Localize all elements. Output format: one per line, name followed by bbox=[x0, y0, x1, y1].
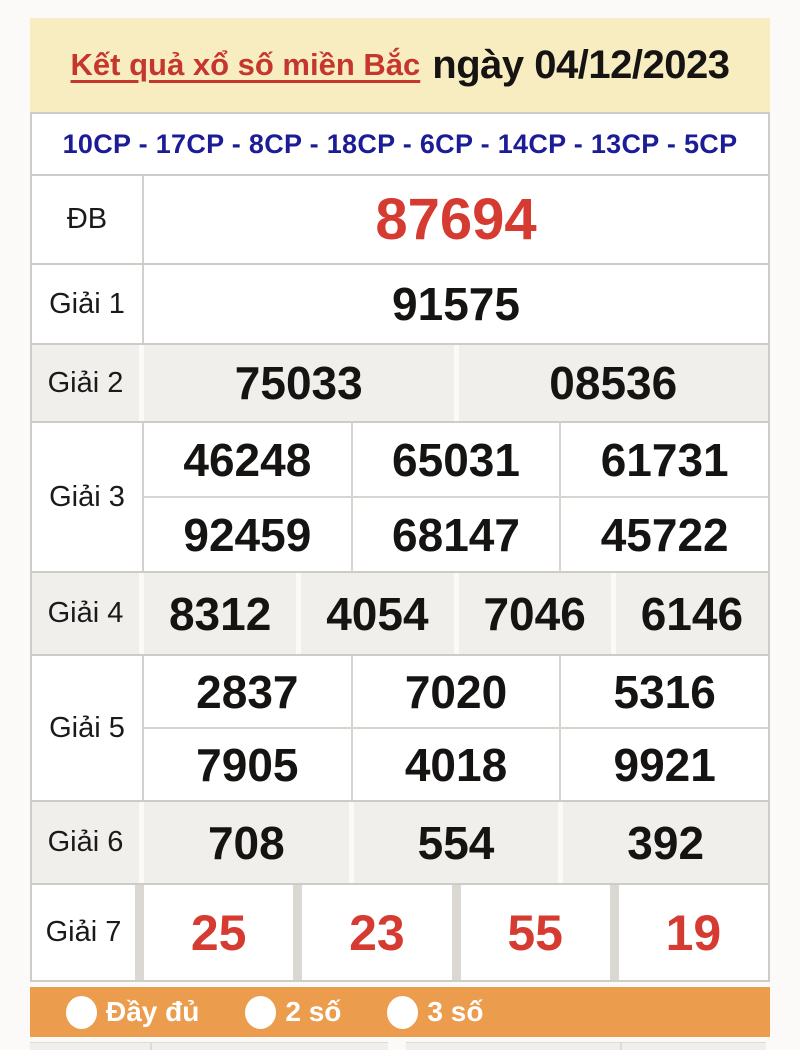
next-table-cutoff bbox=[30, 1042, 770, 1050]
prize-number: 25 bbox=[144, 885, 293, 980]
prize-number: 554 bbox=[349, 802, 559, 883]
prize-row-3 bbox=[32, 421, 768, 571]
prize-number: 08536 bbox=[454, 345, 769, 421]
prize-number: 708 bbox=[144, 802, 349, 883]
prize-number: 68147 bbox=[351, 498, 560, 571]
prize-label-7: Giải 7 bbox=[32, 885, 144, 980]
cutoff-gap bbox=[388, 1042, 406, 1050]
filter-option-3so[interactable] bbox=[387, 996, 483, 1029]
prize-number: 6146 bbox=[611, 573, 768, 654]
prize-row-6 bbox=[32, 800, 768, 883]
cutoff-cell bbox=[30, 1042, 150, 1050]
prize-number: 9921 bbox=[559, 729, 768, 800]
prize-number: 46248 bbox=[144, 423, 351, 496]
prize-number: 5316 bbox=[559, 656, 768, 727]
display-mode-bar bbox=[30, 987, 770, 1037]
prize-label-6: Giải 6 bbox=[32, 802, 144, 883]
prize-number: 91575 bbox=[144, 265, 768, 343]
prize-number: 7046 bbox=[454, 573, 611, 654]
prize-number: 392 bbox=[558, 802, 768, 883]
prize-label-4: Giải 4 bbox=[32, 573, 144, 654]
prize-number: 4018 bbox=[351, 729, 560, 800]
prize-number: 8312 bbox=[144, 573, 296, 654]
prize-number: 65031 bbox=[351, 423, 560, 496]
prize-row-7 bbox=[32, 883, 768, 980]
prize-label-2: Giải 2 bbox=[32, 345, 144, 421]
prize-number: 7905 bbox=[144, 729, 351, 800]
prize-row-1 bbox=[32, 263, 768, 343]
prize-number: 87694 bbox=[144, 176, 768, 263]
prize-label-1: Giải 1 bbox=[32, 265, 144, 343]
radio-icon[interactable] bbox=[387, 996, 418, 1029]
prize-number: 55 bbox=[452, 885, 610, 980]
prize-number: 61731 bbox=[559, 423, 768, 496]
prize-number: 92459 bbox=[144, 498, 351, 571]
prize-label-db: ĐB bbox=[32, 176, 144, 263]
cp-codes-line: 10CP - 17CP - 8CP - 18CP - 6CP - 14CP - 13CP - 5CP bbox=[32, 114, 768, 176]
results-table bbox=[30, 112, 770, 982]
prize-label-3: Giải 3 bbox=[32, 423, 144, 571]
filter-option-label: 3 số bbox=[427, 996, 484, 1027]
prize-row-2 bbox=[32, 343, 768, 421]
prize-row-db bbox=[32, 176, 768, 263]
radio-icon[interactable] bbox=[245, 996, 276, 1029]
prize-number: 19 bbox=[610, 885, 768, 980]
cutoff-cell bbox=[406, 1042, 620, 1050]
page-header bbox=[30, 18, 770, 112]
prize-number: 7020 bbox=[351, 656, 560, 727]
filter-option-label: 2 số bbox=[285, 996, 342, 1027]
prize-number: 75033 bbox=[144, 345, 454, 421]
prize-row-5 bbox=[32, 654, 768, 800]
prize-number: 23 bbox=[293, 885, 451, 980]
prize-number: 45722 bbox=[559, 498, 768, 571]
results-title-link[interactable]: Kết quả xổ số miền Bắc bbox=[70, 47, 421, 82]
filter-option-label: Đầy đủ bbox=[106, 996, 200, 1027]
filter-option-full[interactable] bbox=[66, 996, 199, 1029]
draw-date: ngày 04/12/2023 bbox=[432, 42, 730, 87]
cutoff-cell bbox=[620, 1042, 766, 1050]
radio-icon[interactable] bbox=[66, 996, 97, 1029]
cutoff-cell bbox=[150, 1042, 388, 1050]
filter-option-2so[interactable] bbox=[245, 996, 341, 1029]
prize-number: 4054 bbox=[296, 573, 453, 654]
prize-row-4 bbox=[32, 571, 768, 654]
prize-number: 2837 bbox=[144, 656, 351, 727]
prize-label-5: Giải 5 bbox=[32, 656, 144, 800]
